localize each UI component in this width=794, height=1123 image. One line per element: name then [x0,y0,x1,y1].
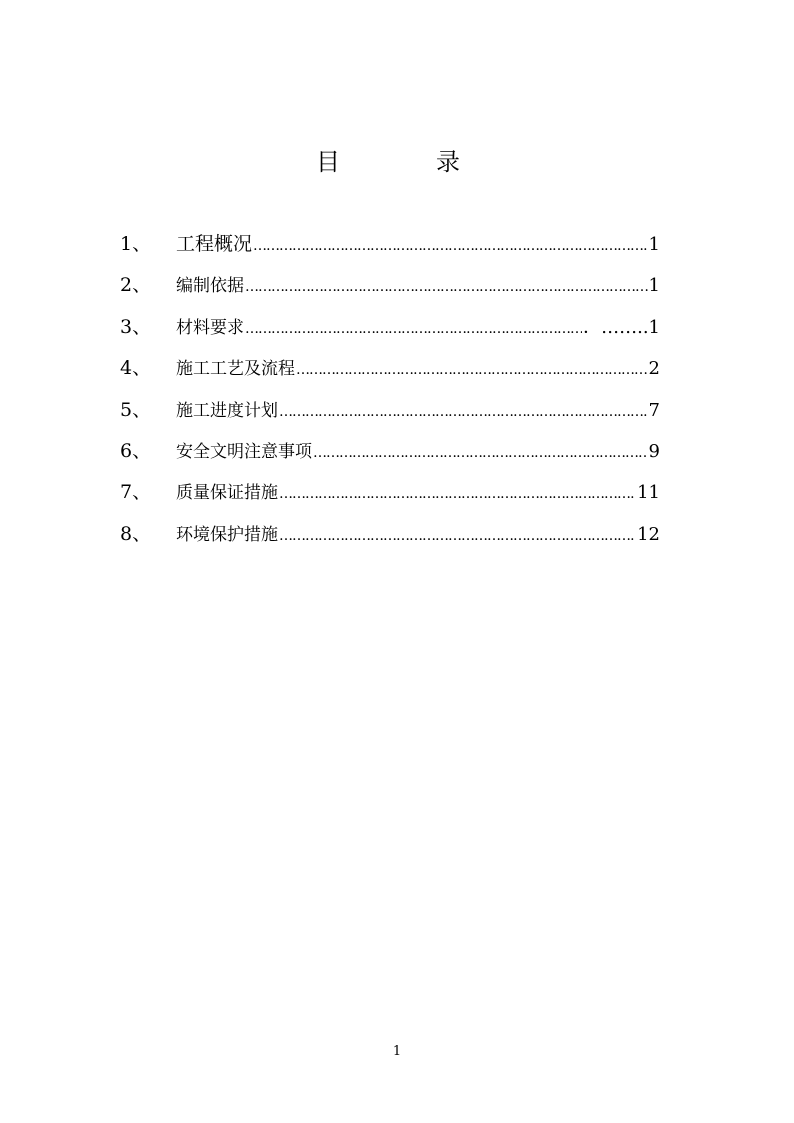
toc-entry-number: 8、 [120,522,152,545]
toc-entry [120,353,660,394]
toc-entry-page: 1 [648,234,660,255]
toc-entry-page: ．……..1 [583,316,660,338]
toc-entry-label: 施工工艺及流程 [176,359,295,380]
toc-entry [120,229,660,270]
toc-entry-number: 5、 [120,398,152,421]
toc-dot-leader [296,362,648,378]
toc-entry-label: 材料要求 [176,317,244,338]
toc-dot-leader [253,238,648,254]
toc-entry-page: 7 [648,399,660,421]
toc-entry [120,270,660,311]
toc-dot-leader [245,321,582,337]
toc-entry-label: 环境保护措施 [176,524,278,545]
toc-dot-leader [279,486,636,502]
toc-entry-page: 1 [648,275,660,297]
toc-entry-page: 9 [648,440,660,462]
page-number: 1 [392,1044,402,1059]
toc-dot-leader [279,404,648,420]
toc-entry-page: 2 [648,358,660,380]
toc-list [120,229,660,560]
toc-dot-leader [245,279,648,295]
toc-entry-number: 2、 [120,274,152,297]
toc-entry-label: 施工进度计划 [176,400,278,421]
toc-entry-label: 编制依据 [176,276,244,297]
toc-entry-label: 质量保证措施 [176,483,278,504]
toc-title: 目 录 [316,148,496,176]
toc-entry-label: 工程概况 [176,233,253,255]
toc-entry-number: 4、 [120,357,152,380]
toc-dot-leader [279,528,636,544]
toc-entry [120,436,660,477]
toc-entry [120,395,660,436]
toc-entry-page: 11 [637,482,660,504]
toc-entry-number: 6、 [120,439,152,462]
toc-dot-leader [313,445,648,461]
toc-entry-number: 7、 [120,481,152,504]
toc-entry-number: 3、 [120,315,152,338]
toc-entry [120,519,660,560]
toc-entry-number: 1、 [120,233,152,255]
toc-entry [120,312,660,353]
toc-entry [120,477,660,518]
toc-entry-label: 安全文明注意事项 [176,441,312,462]
toc-entry-page: 12 [637,523,660,545]
